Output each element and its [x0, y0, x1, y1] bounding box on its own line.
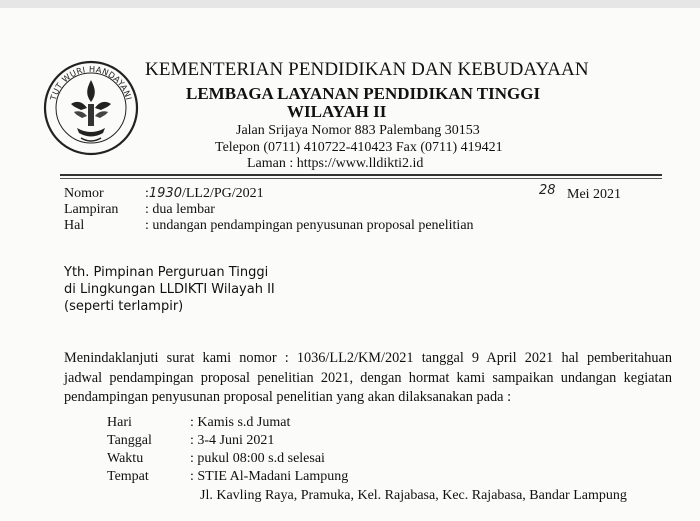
- date-handwritten: 28: [539, 183, 556, 198]
- body-line-3: pendampingan penyusunan proposal penelitian yang akan dilaksanakan pada :: [64, 389, 512, 405]
- office-phone: Telepon (0711) 410722-410423 Fax (0711) 419421: [215, 140, 503, 155]
- hal-label: Hal: [64, 218, 85, 233]
- detail-label-tanggal: Tanggal: [107, 433, 152, 448]
- detail-value-hari: : Kamis s.d Jumat: [190, 415, 291, 430]
- letter-date-month: Mei 2021: [567, 187, 622, 202]
- nomor-colon: :: [145, 186, 149, 201]
- venue-address: Jl. Kavling Raya, Pramuka, Kel. Rajabasa, Kec. Rajabasa, Bandar Lampung: [200, 488, 627, 503]
- detail-value-tempat: : STIE Al-Madani Lampung: [190, 469, 349, 484]
- body-line-2: jadwal pendampingan proposal penelitian 2021, dengan hormat kami sampaikan undangan kegiatan: [64, 370, 672, 386]
- office-website: Laman : https://www.lldikti2.id: [247, 156, 424, 171]
- recipient-line-3: (seperti terlampir): [64, 299, 184, 314]
- detail-label-hari: Hari: [107, 415, 132, 430]
- detail-value-tanggal: : 3-4 Juni 2021: [190, 433, 275, 448]
- detail-label-tempat: Tempat: [107, 469, 149, 484]
- letter-date: [539, 183, 556, 199]
- lampiran-label: Lampiran: [64, 202, 119, 217]
- recipient-line-1: Yth. Pimpinan Perguruan Tinggi: [64, 265, 269, 280]
- hal-value: : undangan pendampingan penyusunan proposal penelitian: [145, 218, 474, 233]
- detail-label-waktu: Waktu: [107, 451, 144, 466]
- nomor-value: [145, 186, 264, 202]
- tut-wuri-handayani-logo: [41, 58, 141, 158]
- office-address: Jalan Srijaya Nomor 883 Palembang 30153: [236, 123, 480, 138]
- letterhead-divider: [60, 174, 662, 176]
- nomor-handwritten: 1930: [148, 186, 182, 201]
- ministry-name: KEMENTERIAN PENDIDIKAN DAN KEBUDAYAAN: [145, 59, 589, 80]
- body-line-1: Menindaklanjuti surat kami nomor : 1036/LL2/KM/2021 tanggal 9 April 2021 hal pemberitahuan: [64, 350, 672, 366]
- letterhead-divider-thin: [60, 178, 662, 179]
- detail-value-waktu: : pukul 08:00 s.d selesai: [190, 451, 325, 466]
- viewer-top-edge: [0, 0, 700, 8]
- recipient-line-2: di Lingkungan LLDIKTI Wilayah II: [64, 282, 275, 297]
- agency-name: LEMBAGA LAYANAN PENDIDIKAN TINGGI: [186, 84, 541, 103]
- nomor-label: Nomor: [64, 186, 104, 201]
- nomor-suffix: /LL2/PG/2021: [181, 186, 264, 201]
- region-name: WILAYAH II: [287, 102, 387, 121]
- lampiran-value: : dua lembar: [145, 202, 215, 217]
- svg-text:TUT WURI HANDAYANI: TUT WURI HANDAYANI: [47, 63, 135, 102]
